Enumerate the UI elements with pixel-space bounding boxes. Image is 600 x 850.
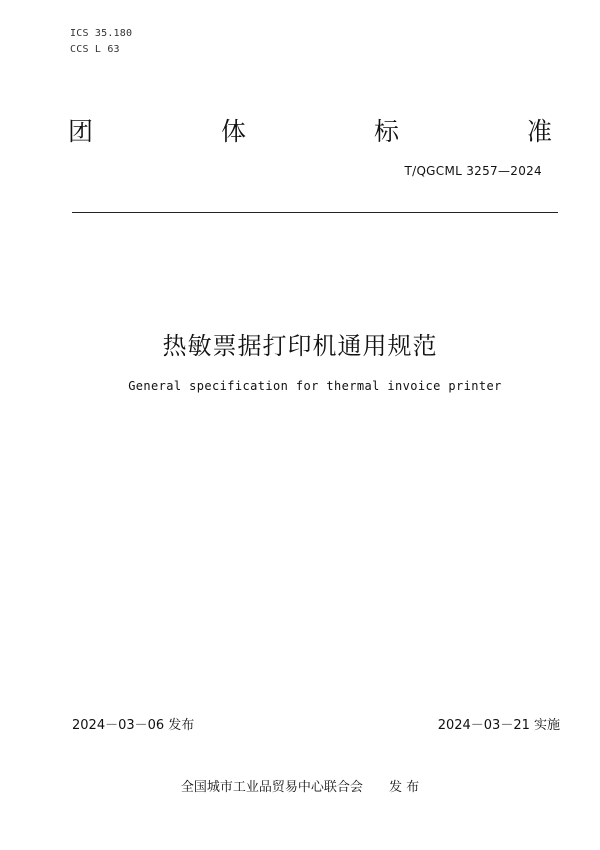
document-title-en: General specification for thermal invoice printer (128, 379, 502, 393)
heading-char: 准 (526, 117, 552, 146)
issuer-line (0, 776, 600, 795)
issuer-name: 全国城市工业品贸易中心联合会 (180, 780, 363, 795)
document-title-zh: 热敏票据打印机通用规范 (162, 332, 438, 360)
ccs-code: CCS L 63 (70, 44, 120, 55)
standard-number: T/QGCML 3257—2024 (404, 164, 542, 178)
issuer-action: 发 布 (388, 780, 420, 795)
group-standard-heading (68, 112, 552, 148)
publication-date: 2024－03－06 发布 (72, 718, 195, 733)
header-divider (72, 212, 558, 213)
heading-char: 体 (220, 117, 246, 146)
implementation-date: 2024－03－21 实施 (437, 718, 560, 733)
heading-char: 团 (68, 117, 94, 146)
heading-char: 标 (373, 117, 399, 146)
ics-code: ICS 35.180 (70, 28, 133, 39)
